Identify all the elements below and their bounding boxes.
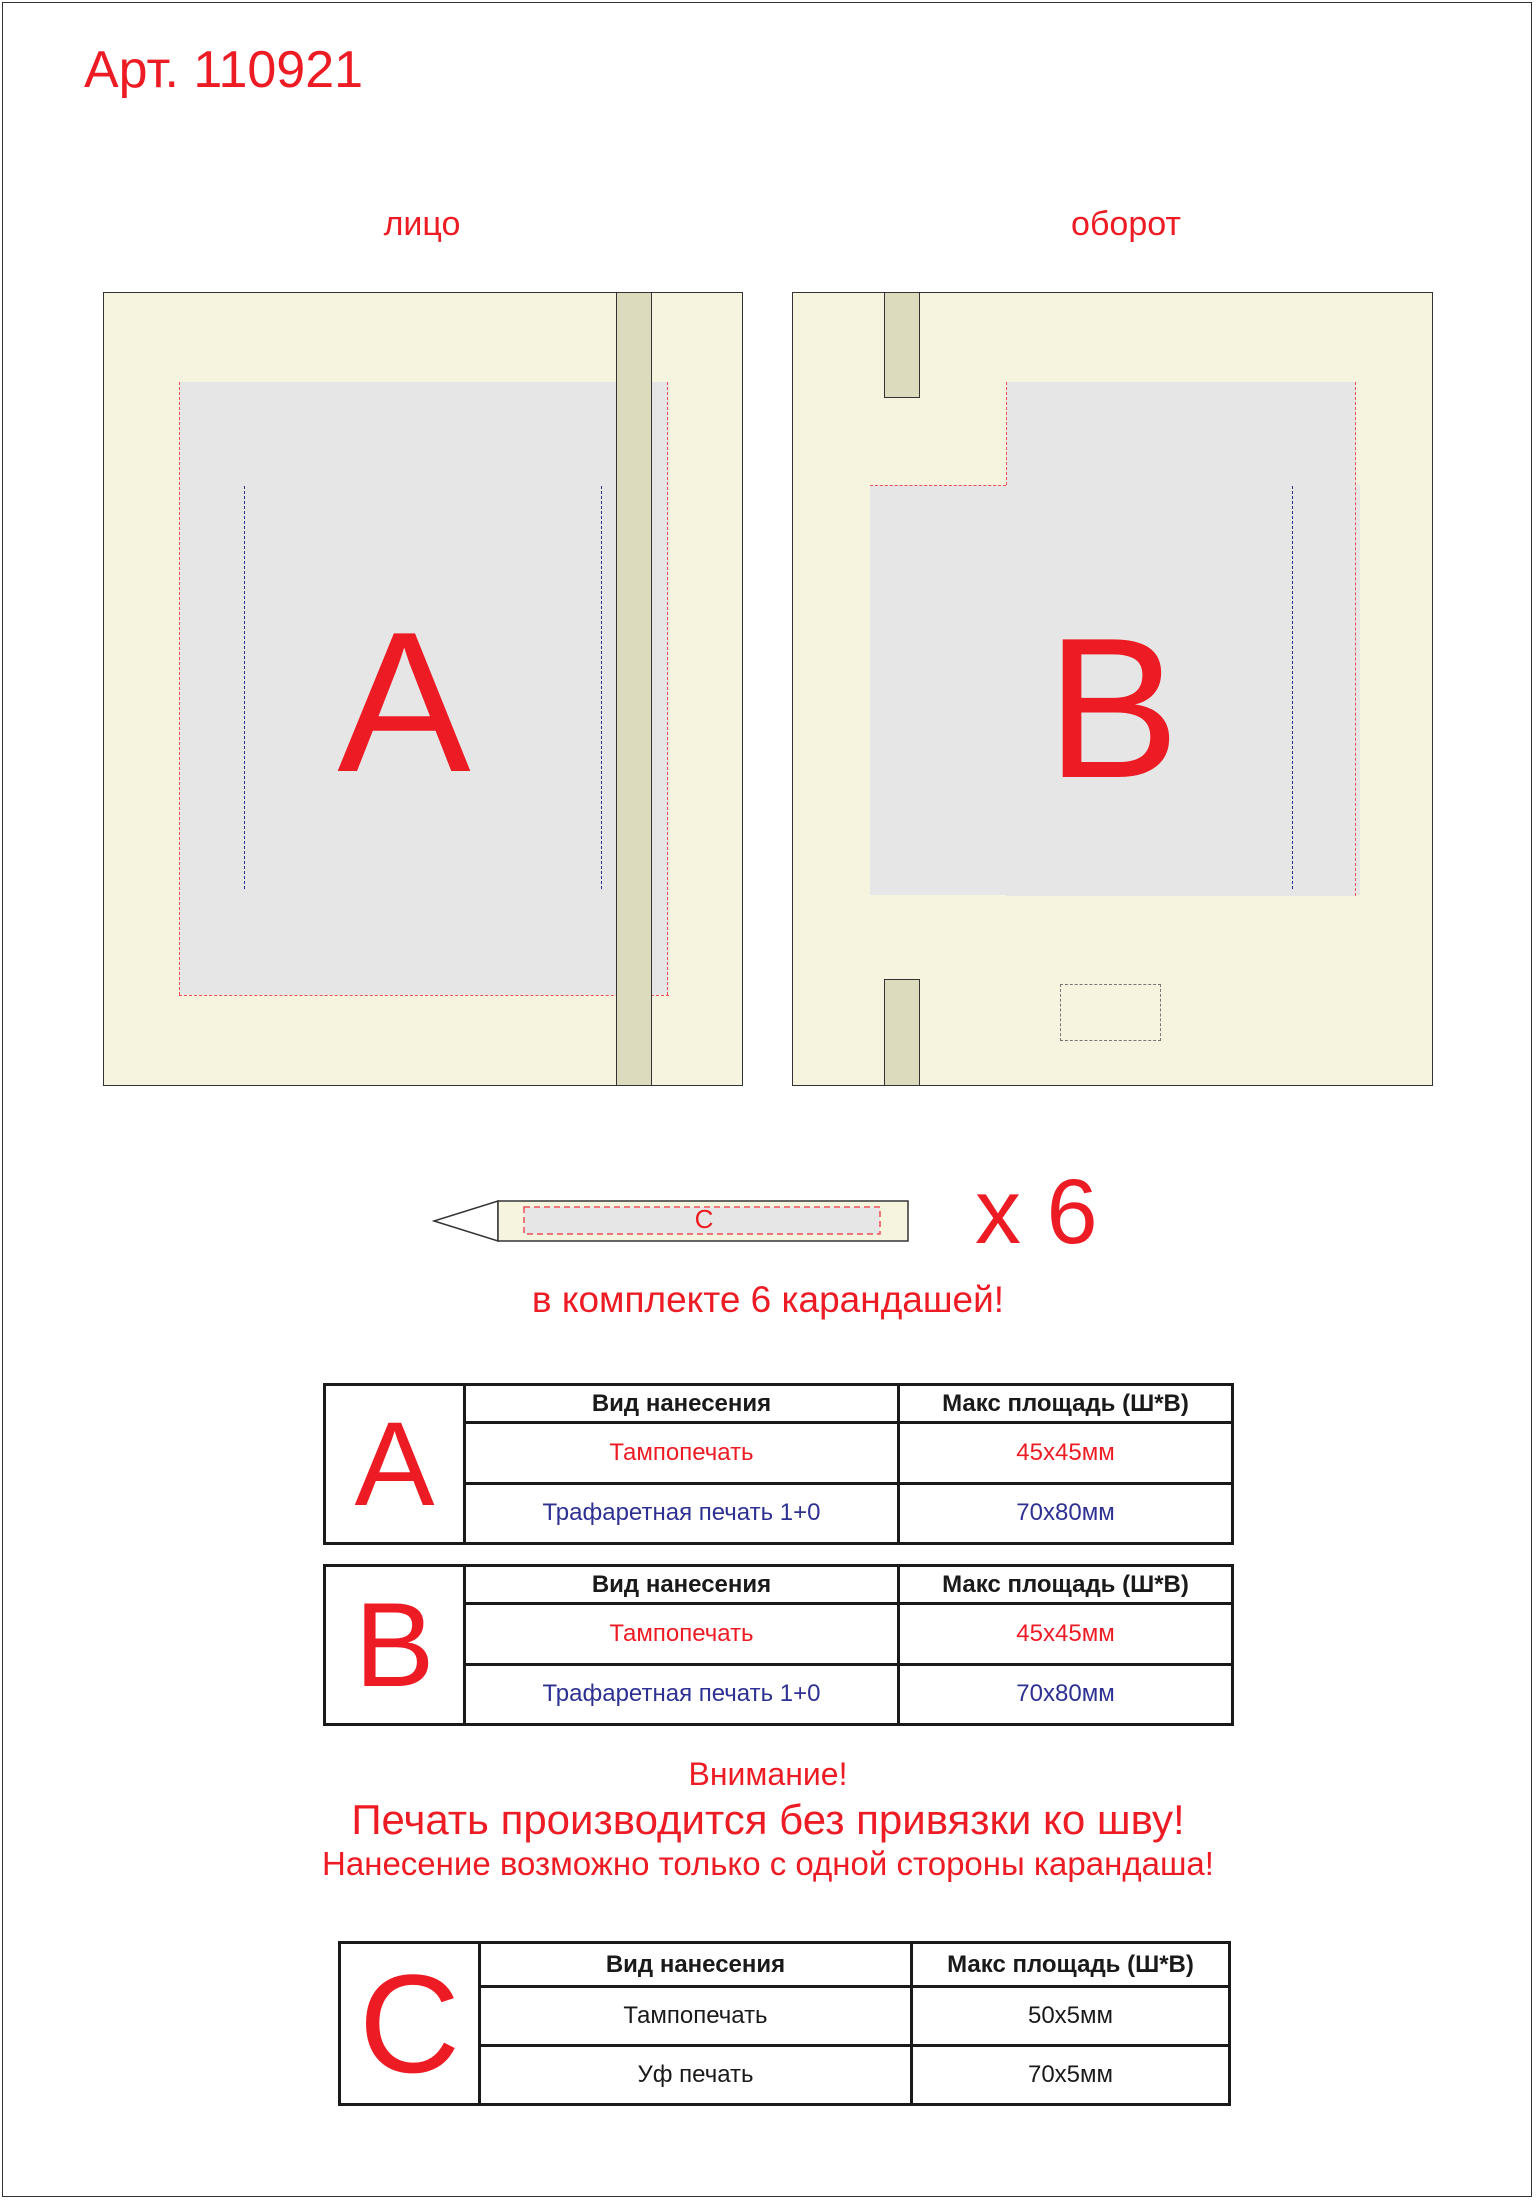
front-navy-guide-right xyxy=(601,486,602,889)
zone-a-letter: A xyxy=(337,591,471,814)
label-placeholder-box xyxy=(1060,984,1161,1041)
zone-c-letter-small: C xyxy=(694,1204,714,1234)
notice-heading: Внимание! xyxy=(688,1756,848,1792)
front-outline-right xyxy=(667,382,668,995)
article-title: Арт. 110921 xyxy=(84,41,364,99)
notice-one-side-warning: Нанесение возможно только с одной стороны карандаша! xyxy=(322,1845,1214,1882)
zone-b-letter: B xyxy=(1046,597,1180,820)
back-outline-notch-horizontal xyxy=(870,485,1006,486)
table-header-size: Макс площадь (Ш*В) xyxy=(912,1943,1230,1987)
size-cell: 45х45мм xyxy=(899,1604,1233,1665)
method-cell: Уф печать xyxy=(480,2046,912,2105)
method-cell: Трафаретная печать 1+0 xyxy=(465,1483,899,1544)
table-header-size: Макс площадь (Ш*В) xyxy=(899,1385,1233,1423)
pencil-set-caption: в комплекте 6 карандашей! xyxy=(531,1279,1005,1320)
front-navy-guide-left xyxy=(244,486,245,889)
spec-table-c xyxy=(338,1941,1231,2106)
size-cell: 50х5мм xyxy=(912,1987,1230,2046)
method-cell: Тампопечать xyxy=(480,1987,912,2046)
front-outline-bottom xyxy=(179,995,669,996)
band-stub-bottom xyxy=(884,979,920,1086)
back-outline-notch-vertical xyxy=(1006,382,1007,485)
table-header-method: Вид нанесения xyxy=(465,1385,899,1423)
method-cell: Тампопечать xyxy=(465,1604,899,1665)
method-cell: Тампопечать xyxy=(465,1423,899,1484)
table-b-letter: B xyxy=(325,1566,465,1725)
pencil-quantity: x 6 xyxy=(975,1161,1098,1263)
back-navy-guide xyxy=(1292,486,1293,889)
pencil-tip xyxy=(434,1201,498,1241)
band-stub-top xyxy=(884,292,920,398)
table-header-size: Макс площадь (Ш*В) xyxy=(899,1566,1233,1604)
size-cell: 70х80мм xyxy=(899,1664,1233,1725)
notice-seam-warning: Печать производится без привязки ко шву! xyxy=(351,1796,1185,1843)
method-cell: Трафаретная печать 1+0 xyxy=(465,1664,899,1725)
front-cover-panel xyxy=(103,292,743,1086)
table-header-method: Вид нанесения xyxy=(480,1943,912,1987)
size-cell: 70х80мм xyxy=(899,1483,1233,1544)
back-outline-right xyxy=(1355,382,1356,896)
table-a-letter: A xyxy=(325,1385,465,1544)
elastic-band xyxy=(616,292,652,1086)
front-outline-left xyxy=(179,382,180,995)
back-cover-panel xyxy=(792,292,1433,1086)
table-header-method: Вид нанесения xyxy=(465,1566,899,1604)
size-cell: 70х5мм xyxy=(912,2046,1230,2105)
back-view-label: оборот xyxy=(1071,205,1181,243)
spec-table-b xyxy=(323,1564,1234,1726)
front-view-label: лицо xyxy=(383,205,461,243)
spec-table-a xyxy=(323,1383,1234,1545)
size-cell: 45х45мм xyxy=(899,1423,1233,1484)
table-c-letter: C xyxy=(340,1943,480,2105)
